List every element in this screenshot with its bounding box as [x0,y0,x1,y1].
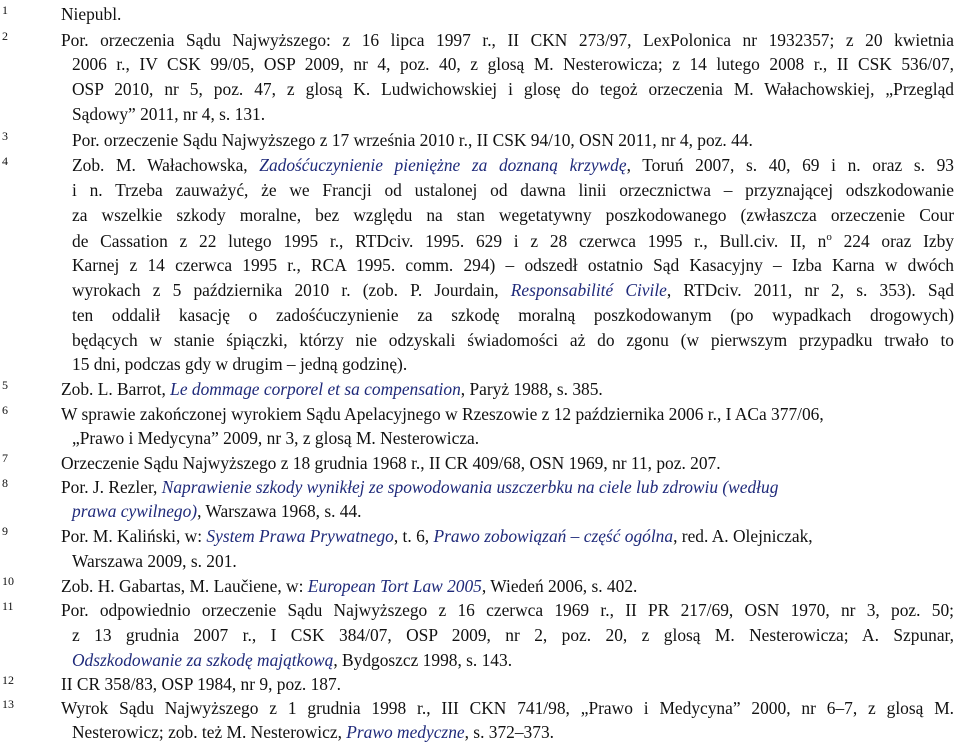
footnote-number: 8 [2,476,8,490]
text-run: Zob. M. Wałachowska, [72,155,260,175]
footnote-10-text [61,578,637,595]
footnote-7-text: Orzeczenie Sądu Najwyższego z 18 grudnia 1968 r., II CR 409/68, OSN 1969, nr 11, poz. 207. [61,453,721,473]
citation-title: Naprawienie szkody wynikłej ze spowodowania uszczerbku na ciele lub zdrowiu (według [161,477,779,497]
citation-title: Odszkodowanie za szkodę majątkową [72,650,334,670]
footnote-3-text: Por. orzeczenie Sądu Najwyższego z 17 września 2010 r., II CSK 94/10, OSN 2011, nr 4, poz. 44. [72,130,753,150]
footnote-12-text: II CR 358/83, OSP 1984, nr 9, poz. 187. [61,674,342,694]
footnote-number: 4 [2,154,8,168]
footnote-8-line [61,479,778,496]
text-run: , Bydgoszcz 1998, s. 143. [333,650,513,670]
citation-title: Prawo zobowiązań – część ogólna [433,526,674,546]
footnote-9-line: Warszawa 2009, s. 201. [72,551,237,571]
text-run: , s. 372–373. [464,722,554,742]
footnote-1-text: Niepubl. [61,4,122,24]
text-run: , t. 6, [393,526,434,546]
superscript: o [826,231,832,243]
text-run: Por. M. Kaliński, w: [61,526,207,546]
footnote-4-line: Karnej z 14 czerwca 1995 r., RCA 1995. comm. 294) – odszedł ostatnio Sąd Kasacyjny – Izba Karna w dwóch [72,255,954,275]
text-run: , Warszawa 1968, s. 44. [197,501,362,521]
footnote-4-line: i n. Trzeba zauważyć, że we Francji od ustalonej od dawna linii orzecznictwa – przyznającej odszkodowanie [72,180,954,200]
footnote-4-line: ten oddalił kasację o zadośćuczynienie za szkodę moralną poszkodowanym (po wypadkach drogowych) [72,305,954,325]
footnote-number: 10 [2,574,14,588]
footnote-2-line: Sądowy” 2011, nr 4, s. 131. [72,104,266,124]
footnote-number: 11 [2,599,14,613]
citation-title: System Prawa Prywatnego [206,526,394,546]
footnote-6-line: W sprawie zakończonej wyrokiem Sądu Apelacyjnego w Rzeszowie z 12 października 2006 r., I ACa 377/06, [61,404,824,424]
footnote-number: 1 [2,3,8,17]
footnote-8-line [72,503,362,520]
text-run: , Paryż 1988, s. 385. [460,379,603,399]
footnote-4-line: 15 dni, podczas gdy w drugim – jedną godzinę). [72,354,408,374]
citation-title: European Tort Law 2005 [307,576,482,596]
footnote-4-line [72,157,954,174]
text-run: 224 oraz Izby [831,230,954,251]
footnote-number: 12 [2,673,14,687]
citation-title: Le dommage corporel et sa compensation [170,379,461,399]
footnote-2-line: Por. orzeczenia Sądu Najwyższego: z 16 lipca 1997 r., II CKN 273/97, LexPolonica nr 1932357; z 20 kwietnia [61,30,954,50]
footnote-4-line [72,282,954,299]
text-run: Zob. L. Barrot, [61,379,171,399]
footnote-number: 2 [2,29,8,43]
footnote-4-line: będących w stanie śpiączki, którzy nie odzyskali świadomości aż do zgonu (w pierwszym przypadku trwało to [72,330,954,350]
footnote-number: 13 [2,697,14,711]
citation-title: Responsabilité Civile [510,280,667,300]
footnote-5-text [61,381,603,398]
text-run: , RTDciv. 2011, nr 2, s. 353). Sąd [666,280,954,300]
citation-title: Prawo medyczne [346,722,465,742]
text-run: Nesterowicz; zob. też M. Nesterowicz, [72,722,347,742]
text-run: de Cassation z 22 lutego 1995 r., RTDciv. 1995. 629 i z 28 czerwca 1995 r., Bull.civ. II, n [72,230,827,251]
footnote-13-line: Wyrok Sądu Najwyższego z 1 grudnia 1998 r., III CKN 741/98, „Prawo i Medycyna” 2000, nr 6–7, z glosą M. [61,698,954,718]
footnote-number: 6 [2,403,8,417]
footnote-11-line: z 13 grudnia 2007 r., I CSK 384/07, OSP 2009, nr 2, poz. 20, z glosą M. Nesterowicza; A. Szpunar, [72,625,954,645]
footnote-13-line [72,724,554,741]
footnote-2-line: 2006 r., IV CSK 99/05, OSP 2009, nr 4, poz. 40, z glosą M. Nesterowicza; z 14 lutego 2008 r., II CSK 536/07, [72,54,954,74]
footnote-11-line [72,652,512,669]
footnote-number: 7 [2,451,8,465]
footnote-6-line: „Prawo i Medycyna” 2009, nr 3, z glosą M. Nesterowicza. [72,428,480,448]
text-run: , Toruń 2007, s. 40, 69 i n. oraz s. 93 [626,155,954,175]
footnote-11-line: Por. odpowiednio orzeczenie Sądu Najwyższego z 16 czerwca 1969 r., II PR 217/69, OSN 1970, nr 3, poz. 50; [61,600,954,620]
text-run: , Wiedeń 2006, s. 402. [481,576,638,596]
footnote-number: 3 [2,129,8,143]
text-run: , red. A. Olejniczak, [673,526,813,546]
footnote-2-line: OSP 2010, nr 5, poz. 47, z glosą K. Ludwichowskiej i glosę do tegoż orzeczenia M. Wałachowskiej, „Przegląd [72,79,954,99]
text-run: Por. J. Rezler, [61,477,162,497]
footnote-number: 5 [2,378,8,392]
footnote-number: 9 [2,524,8,538]
text-run: wyrokach z 5 października 2010 r. (zob. P. Jourdain, [72,280,511,300]
footnote-4-line [72,232,954,250]
text-run: Zob. H. Gabartas, M. Laučiene, w: [61,576,308,596]
footnote-4-line: za wszelkie szkody moralne, bez względu na stan wegetatywny poszkodowanego (zwłaszcza orzeczenie Cour [72,205,954,225]
citation-title: prawa cywilnego) [72,501,198,521]
footnote-9-line [61,528,813,545]
citation-title: Zadośćuczynienie pieniężne za doznaną krzywdę [259,155,627,175]
